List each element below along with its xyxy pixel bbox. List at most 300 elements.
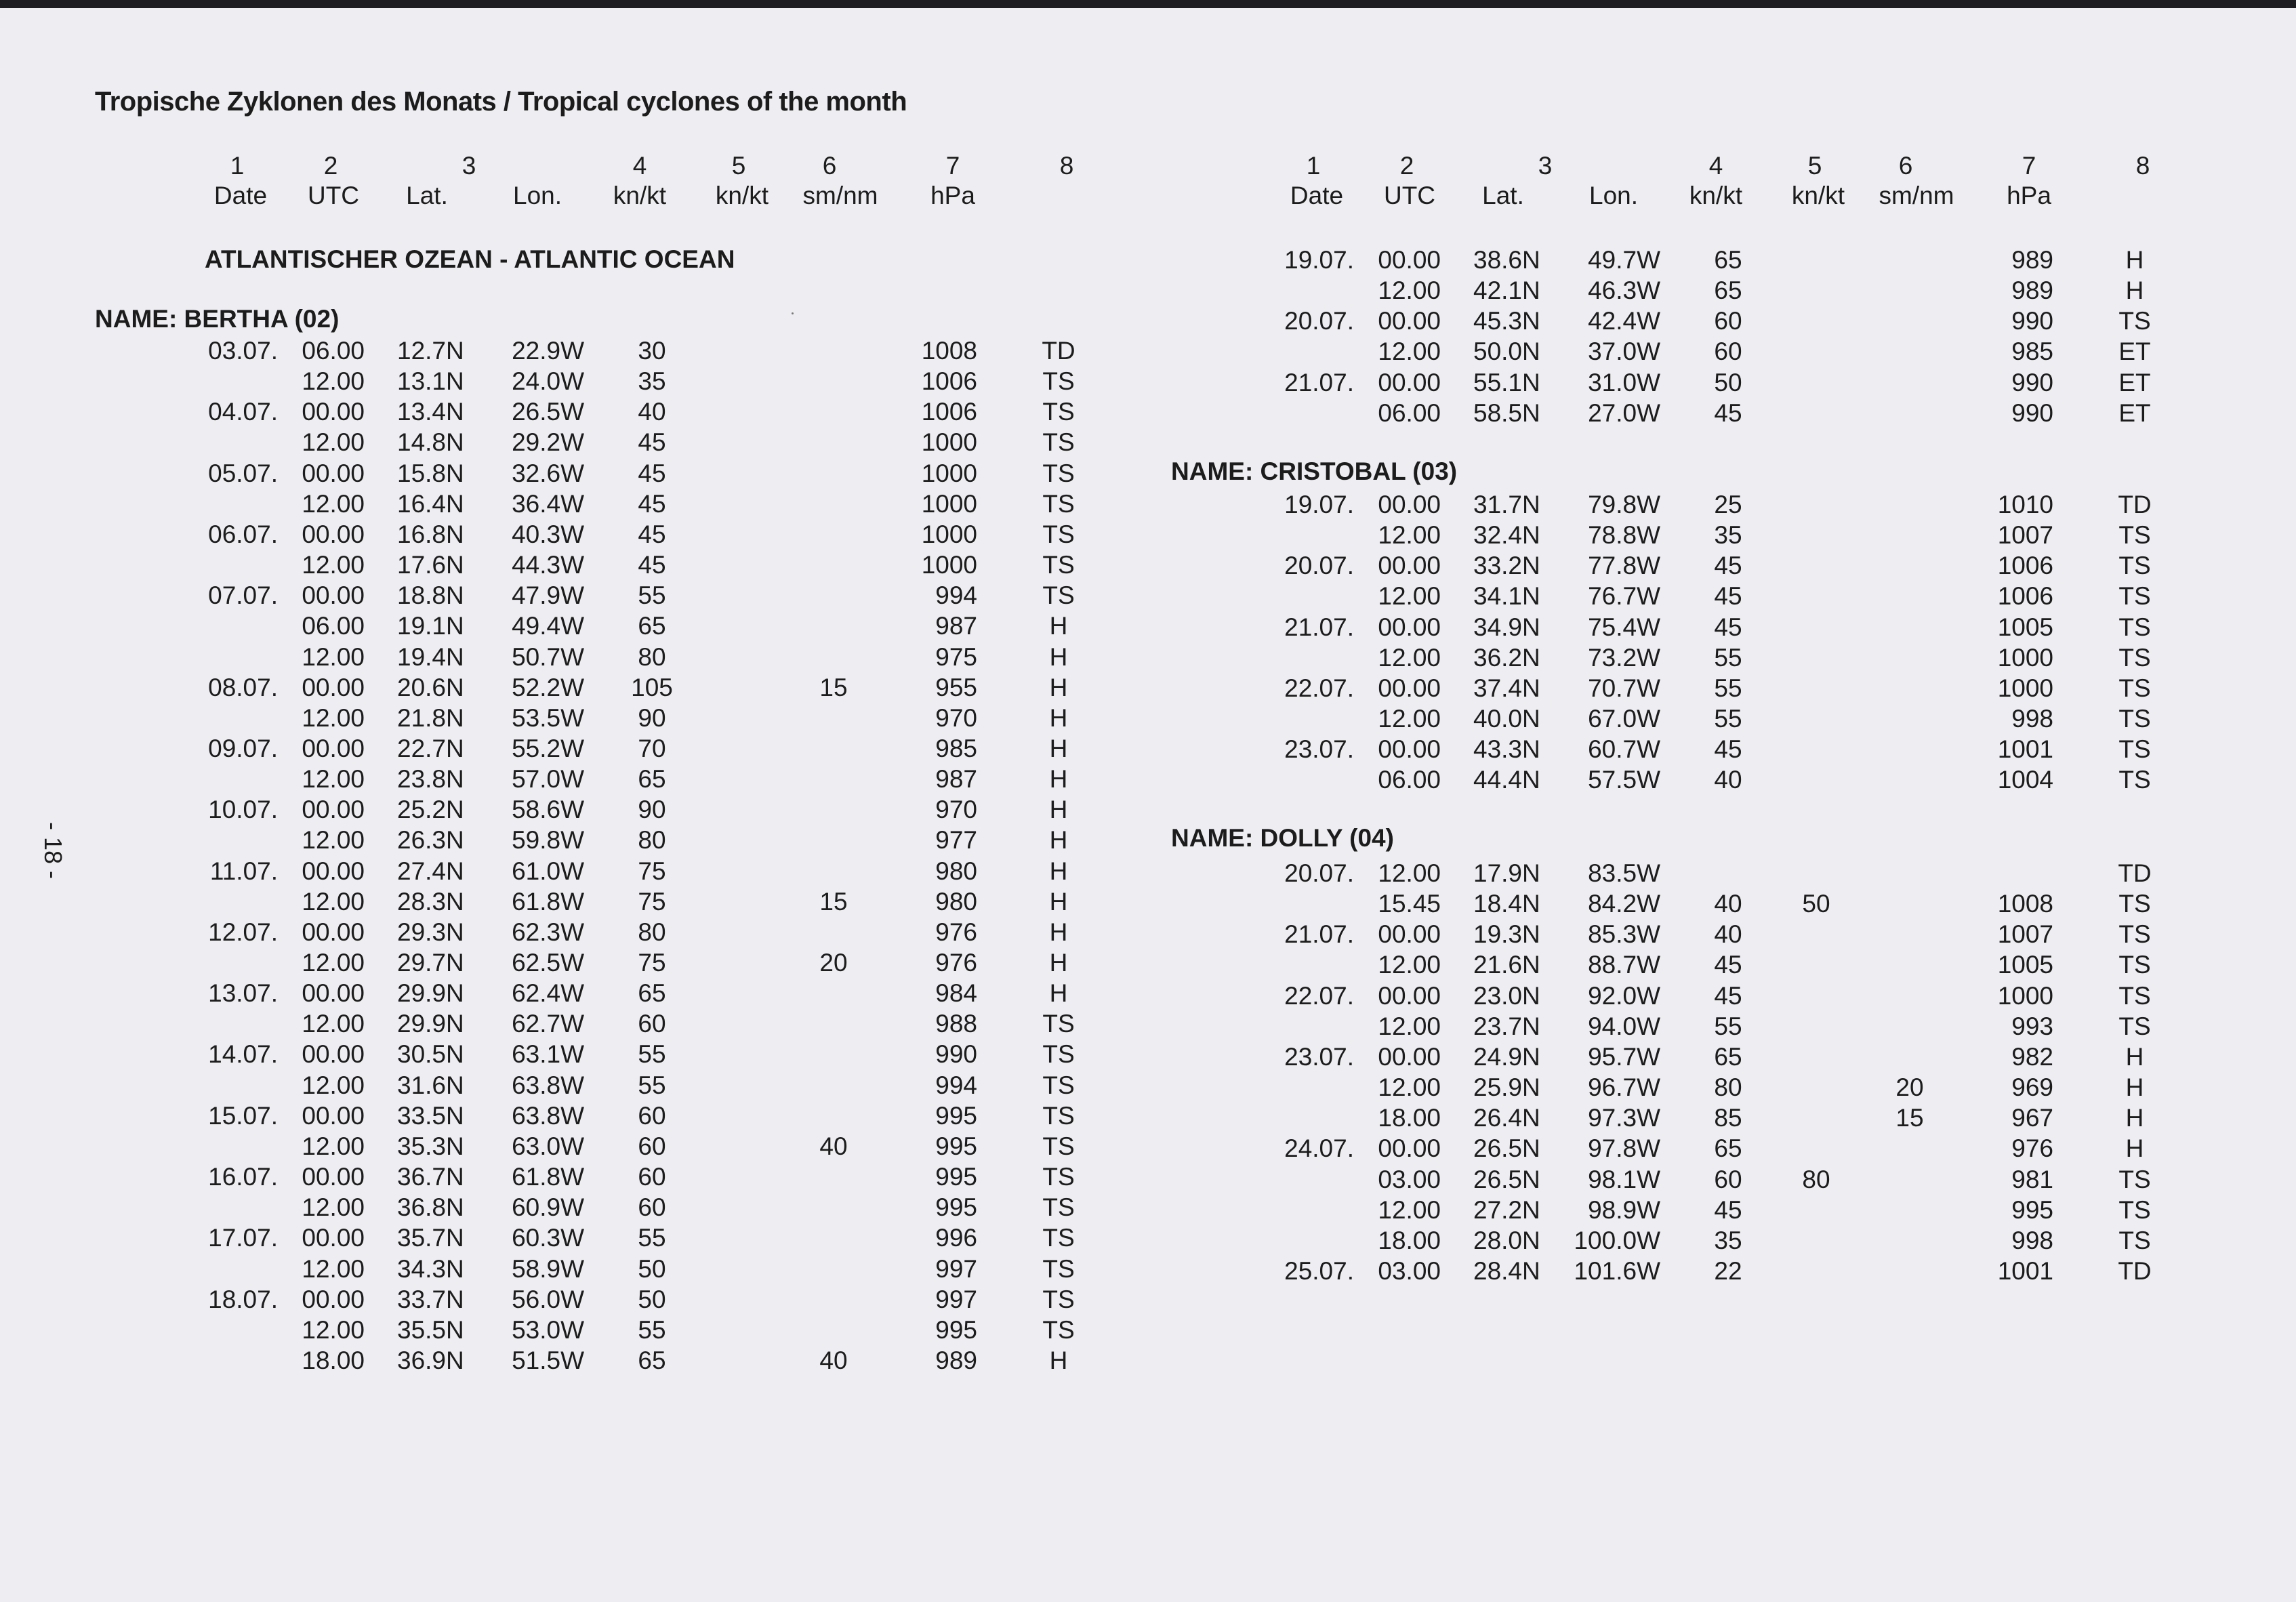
cell-lat: 37.4N xyxy=(1473,674,1540,702)
cell-p: 987 xyxy=(935,765,977,794)
cell-utc: 03.00 xyxy=(1378,1165,1441,1193)
cell-t: TS xyxy=(2118,307,2151,335)
cell-lat: 33.5N xyxy=(397,1101,464,1130)
cell-lat: 31.6N xyxy=(397,1071,464,1099)
cell-lat: 26.4N xyxy=(1473,1104,1540,1132)
table-row xyxy=(0,794,1152,825)
cell-lon: 29.2W xyxy=(512,428,584,457)
cell-p: 984 xyxy=(935,979,977,1008)
cell-w1: 22 xyxy=(1714,1256,1742,1285)
cell-utc: 12.00 xyxy=(1378,705,1441,733)
cell-w1: 45 xyxy=(1714,951,1742,979)
column-number: 8 xyxy=(1059,152,1074,180)
cell-t: TS xyxy=(2118,1165,2151,1193)
table-row xyxy=(0,550,1152,580)
cell-t: TS xyxy=(1042,398,1075,426)
cell-utc: 12.00 xyxy=(302,1315,365,1344)
cell-lon: 88.7W xyxy=(1588,951,1660,979)
cell-w1: 45 xyxy=(638,459,666,487)
cell-p: 995 xyxy=(935,1101,977,1130)
cell-lon: 96.7W xyxy=(1588,1073,1660,1102)
cell-p: 1004 xyxy=(1997,766,2053,794)
table-row xyxy=(1076,1195,2228,1225)
cell-lon: 58.6W xyxy=(512,796,584,824)
cell-p: 985 xyxy=(2011,337,2053,366)
cell-lat: 24.9N xyxy=(1473,1042,1540,1071)
cell-utc: 12.00 xyxy=(302,703,365,732)
cell-w1: 60 xyxy=(638,1101,666,1130)
cell-t: H xyxy=(1049,887,1068,916)
cell-date: 03.07. xyxy=(208,337,278,365)
table-row xyxy=(0,580,1152,611)
table-row xyxy=(1076,581,2228,611)
column-label: kn/kt xyxy=(1791,182,1845,209)
cell-p: 989 xyxy=(935,1346,977,1374)
table-row xyxy=(1076,520,2228,550)
cell-p: 980 xyxy=(935,887,977,916)
cell-p: 1001 xyxy=(1997,1256,2053,1285)
cell-lat: 31.7N xyxy=(1473,491,1540,518)
cell-utc: 00.00 xyxy=(302,734,365,762)
cell-t: TS xyxy=(2118,920,2151,949)
cell-t: TS xyxy=(2118,1012,2151,1040)
cell-w1: 90 xyxy=(638,796,666,824)
cell-lon: 84.2W xyxy=(1588,890,1660,918)
cell-utc: 00.00 xyxy=(302,673,365,701)
cell-utc: 00.00 xyxy=(302,796,365,824)
cell-t: TS xyxy=(1042,1285,1075,1313)
table-row xyxy=(0,672,1152,703)
cell-p: 990 xyxy=(2011,398,2053,427)
column-label: Lon. xyxy=(512,182,562,209)
column-number: 5 xyxy=(731,152,746,180)
cell-p: 976 xyxy=(935,949,977,977)
cell-date: 13.07. xyxy=(208,979,278,1008)
cell-t: H xyxy=(2125,1104,2144,1132)
cell-w1: 55 xyxy=(1714,674,1742,702)
column-number: 3 xyxy=(462,152,476,180)
cell-lon: 100.0W xyxy=(1574,1226,1660,1254)
cell-p: 1007 xyxy=(1997,920,2053,949)
table-row xyxy=(1076,642,2228,673)
cell-lon: 22.9W xyxy=(512,337,584,365)
cell-lon: 50.7W xyxy=(512,642,584,671)
column-label: sm/nm xyxy=(802,182,878,209)
cell-w1: 40 xyxy=(1714,920,1742,949)
cell-lon: 61.0W xyxy=(512,857,584,885)
page-title: Tropische Zyklonen des Monats / Tropical cyclones of the month xyxy=(95,87,907,117)
cell-r: 20 xyxy=(1895,1073,1924,1102)
cell-w1: 45 xyxy=(1714,582,1742,611)
cell-r: 15 xyxy=(819,887,848,916)
cell-lat: 19.1N xyxy=(397,612,464,640)
column-label: Lat. xyxy=(1482,182,1524,209)
cell-t: ET xyxy=(2118,368,2151,396)
table-row xyxy=(0,642,1152,672)
cell-utc: 00.00 xyxy=(1378,674,1441,702)
cell-t: TS xyxy=(2118,981,2151,1010)
cell-w1: 80 xyxy=(1714,1073,1742,1102)
cell-p: 967 xyxy=(2011,1104,2053,1132)
cell-w1: 50 xyxy=(1714,368,1742,396)
cell-utc: 00.00 xyxy=(1378,735,1441,764)
cell-p: 996 xyxy=(935,1224,977,1252)
cell-lon: 49.7W xyxy=(1588,246,1660,274)
cell-t: H xyxy=(1049,979,1068,1008)
cell-lat: 17.9N xyxy=(1473,859,1540,887)
column-number: 1 xyxy=(230,152,245,180)
cell-p: 1007 xyxy=(1997,521,2053,550)
cell-lat: 16.8N xyxy=(397,520,464,548)
cell-t: TS xyxy=(2118,735,2151,764)
cell-utc: 12.00 xyxy=(302,367,365,396)
table-row xyxy=(1076,919,2228,949)
cell-utc: 12.00 xyxy=(302,1010,365,1038)
cell-p: 1001 xyxy=(1997,735,2053,764)
cell-p: 1000 xyxy=(921,551,977,579)
cell-w1: 35 xyxy=(638,367,666,396)
table-row xyxy=(1076,398,2228,428)
cell-utc: 00.00 xyxy=(1378,1134,1441,1163)
cell-date: 16.07. xyxy=(208,1163,278,1191)
table-row xyxy=(1076,1225,2228,1256)
cell-p: 975 xyxy=(935,642,977,671)
cell-t: TS xyxy=(1042,1224,1075,1252)
cell-lon: 63.8W xyxy=(512,1101,584,1130)
cell-p: 969 xyxy=(2011,1073,2053,1102)
cell-t: H xyxy=(1049,1346,1068,1374)
cell-lon: 44.3W xyxy=(512,551,584,579)
cell-lon: 46.3W xyxy=(1588,276,1660,305)
cell-utc: 00.00 xyxy=(1378,920,1441,949)
cell-p: 1000 xyxy=(921,428,977,457)
cell-lat: 58.5N xyxy=(1473,398,1540,427)
cell-p: 995 xyxy=(2011,1195,2053,1224)
cell-lon: 94.0W xyxy=(1588,1012,1660,1040)
cell-w1: 60 xyxy=(638,1132,666,1160)
cell-p: 988 xyxy=(935,1010,977,1038)
cell-lat: 21.6N xyxy=(1473,951,1540,979)
table-row xyxy=(0,1008,1152,1039)
table-row xyxy=(1076,1072,2228,1103)
cell-utc: 00.00 xyxy=(302,1040,365,1069)
cell-utc: 18.00 xyxy=(302,1346,365,1374)
cell-p: 1008 xyxy=(921,337,977,365)
cell-date: 23.07. xyxy=(1284,1042,1354,1071)
cell-t: TD xyxy=(2118,491,2152,518)
cell-w1: 25 xyxy=(1714,491,1742,518)
cell-lon: 101.6W xyxy=(1574,1256,1660,1285)
column-number: 4 xyxy=(1708,152,1723,180)
cell-p: 1006 xyxy=(1997,552,2053,580)
cell-utc: 00.00 xyxy=(302,1224,365,1252)
cell-utc: 00.00 xyxy=(302,1285,365,1313)
column-number: 7 xyxy=(945,152,960,180)
cell-w1: 80 xyxy=(638,642,666,671)
column-label: Lat. xyxy=(406,182,448,209)
table-row xyxy=(0,1131,1152,1162)
column-label: UTC xyxy=(307,182,360,209)
cell-w1: 60 xyxy=(1714,1165,1742,1193)
table-row xyxy=(0,1254,1152,1284)
cell-w1: 45 xyxy=(638,520,666,548)
cell-lon: 37.0W xyxy=(1588,337,1660,366)
cell-lon: 36.4W xyxy=(512,489,584,518)
cell-lon: 53.5W xyxy=(512,703,584,732)
cell-utc: 00.00 xyxy=(302,857,365,885)
table-row xyxy=(1076,550,2228,581)
storm-name: NAME: BERTHA (02) xyxy=(95,305,340,333)
table-row xyxy=(0,1101,1152,1131)
cell-r: 20 xyxy=(819,949,848,977)
cell-w1: 45 xyxy=(1714,398,1742,427)
cell-p: 998 xyxy=(2011,1226,2053,1254)
cell-t: TS xyxy=(1042,1315,1075,1344)
cell-p: 1000 xyxy=(1997,981,2053,1010)
cell-w1: 65 xyxy=(1714,246,1742,274)
cell-w1: 60 xyxy=(638,1010,666,1038)
cell-w1: 65 xyxy=(1714,276,1742,305)
cell-t: H xyxy=(2125,1073,2144,1102)
cell-t: TS xyxy=(2118,1195,2151,1224)
cell-utc: 00.00 xyxy=(302,918,365,946)
cell-w1: 50 xyxy=(638,1285,666,1313)
column-number: 2 xyxy=(323,152,338,180)
cell-lon: 62.7W xyxy=(512,1010,584,1038)
cell-date: 09.07. xyxy=(208,734,278,762)
cell-lon: 70.7W xyxy=(1588,674,1660,702)
cell-t: H xyxy=(1049,857,1068,885)
cell-lat: 43.3N xyxy=(1473,735,1540,764)
cell-lon: 77.8W xyxy=(1588,552,1660,580)
cell-utc: 12.00 xyxy=(302,1193,365,1222)
cell-lon: 57.5W xyxy=(1588,766,1660,794)
cell-lat: 20.6N xyxy=(397,673,464,701)
table-row xyxy=(0,396,1152,427)
cell-w1: 55 xyxy=(1714,705,1742,733)
cell-date: 22.07. xyxy=(1284,981,1354,1010)
cell-utc: 00.00 xyxy=(302,979,365,1008)
cell-t: TS xyxy=(2118,643,2151,672)
cell-t: TS xyxy=(1042,459,1075,487)
cell-p: 1000 xyxy=(1997,643,2053,672)
column-number: 6 xyxy=(822,152,837,180)
cell-lat: 40.0N xyxy=(1473,705,1540,733)
table-row xyxy=(0,1315,1152,1345)
cell-lon: 60.3W xyxy=(512,1224,584,1252)
cell-utc: 12.00 xyxy=(302,551,365,579)
column-label: Date xyxy=(213,182,268,209)
table-row xyxy=(1076,489,2228,520)
cell-lon: 58.9W xyxy=(512,1254,584,1283)
cell-utc: 12.00 xyxy=(302,428,365,457)
cell-p: 990 xyxy=(935,1040,977,1069)
table-row xyxy=(0,856,1152,886)
cell-lon: 56.0W xyxy=(512,1285,584,1313)
cell-w1: 80 xyxy=(638,918,666,946)
cell-lon: 79.8W xyxy=(1588,491,1660,518)
cell-t: TS xyxy=(1042,1040,1075,1069)
cell-t: TS xyxy=(1042,1071,1075,1099)
cell-t: ET xyxy=(2118,398,2151,427)
cell-p: 955 xyxy=(935,673,977,701)
cell-lat: 34.1N xyxy=(1473,582,1540,611)
table-row xyxy=(0,611,1152,641)
cell-w1: 55 xyxy=(638,1315,666,1344)
cell-t: H xyxy=(2125,1134,2144,1163)
cell-w1: 55 xyxy=(1714,643,1742,672)
cell-lon: 63.8W xyxy=(512,1071,584,1099)
cell-utc: 12.00 xyxy=(1378,276,1441,305)
cell-p: 1005 xyxy=(1997,951,2053,979)
cell-lat: 16.4N xyxy=(397,489,464,518)
table-row xyxy=(0,978,1152,1008)
table-row xyxy=(1076,1164,2228,1195)
cell-utc: 12.00 xyxy=(1378,1012,1441,1040)
cell-date: 07.07. xyxy=(208,581,278,610)
cell-date: 20.07. xyxy=(1284,859,1354,887)
cell-w2: 80 xyxy=(1802,1165,1830,1193)
cell-t: H xyxy=(1049,734,1068,762)
cell-p: 976 xyxy=(935,918,977,946)
cell-p: 1006 xyxy=(1997,582,2053,611)
cell-lat: 34.3N xyxy=(397,1254,464,1283)
cell-utc: 06.00 xyxy=(1378,398,1441,427)
table-row xyxy=(1076,1011,2228,1042)
cell-t: TS xyxy=(2118,890,2151,918)
cell-lon: 26.5W xyxy=(512,398,584,426)
cell-w1: 30 xyxy=(638,337,666,365)
cell-p: 989 xyxy=(2011,246,2053,274)
cell-r: 15 xyxy=(819,673,848,701)
cell-utc: 00.00 xyxy=(1378,981,1441,1010)
table-row xyxy=(0,947,1152,978)
cell-lat: 36.8N xyxy=(397,1193,464,1222)
cell-lat: 38.6N xyxy=(1473,246,1540,274)
cell-utc: 12.00 xyxy=(302,1071,365,1099)
cell-lat: 36.9N xyxy=(397,1346,464,1374)
cell-lat: 29.3N xyxy=(397,918,464,946)
table-row xyxy=(1076,1042,2228,1072)
cell-lon: 40.3W xyxy=(512,520,584,548)
cell-p: 1005 xyxy=(1997,613,2053,641)
cell-utc: 12.00 xyxy=(302,642,365,671)
cell-lon: 59.8W xyxy=(512,826,584,855)
cell-w1: 75 xyxy=(638,887,666,916)
cell-utc: 12.00 xyxy=(302,826,365,855)
cell-w1: 90 xyxy=(638,703,666,732)
cell-date: 17.07. xyxy=(208,1224,278,1252)
cell-r: 40 xyxy=(819,1346,848,1374)
cell-lat: 29.7N xyxy=(397,949,464,977)
cell-date: 19.07. xyxy=(1284,491,1354,518)
table-row xyxy=(1076,888,2228,919)
cell-t: TS xyxy=(2118,705,2151,733)
table-row xyxy=(0,458,1152,489)
table-row xyxy=(1076,673,2228,703)
cell-p: 995 xyxy=(935,1193,977,1222)
cell-lon: 60.7W xyxy=(1588,735,1660,764)
cell-w1: 55 xyxy=(638,1071,666,1099)
cell-lat: 55.1N xyxy=(1473,368,1540,396)
cell-t: TS xyxy=(2118,552,2151,580)
cell-date: 21.07. xyxy=(1284,368,1354,396)
cell-lat: 29.9N xyxy=(397,979,464,1008)
cell-utc: 00.00 xyxy=(302,520,365,548)
cell-w1: 65 xyxy=(638,1346,666,1374)
cell-p: 990 xyxy=(2011,307,2053,335)
cell-lat: 28.4N xyxy=(1473,1256,1540,1285)
cell-p: 989 xyxy=(2011,276,2053,305)
cell-date: 06.07. xyxy=(208,520,278,548)
cell-lat: 30.5N xyxy=(397,1040,464,1069)
cell-date: 11.07. xyxy=(209,857,278,885)
cell-lat: 28.3N xyxy=(397,887,464,916)
cell-lat: 44.4N xyxy=(1473,766,1540,794)
cell-p: 987 xyxy=(935,612,977,640)
cell-lon: 63.1W xyxy=(512,1040,584,1069)
table-row xyxy=(1076,1103,2228,1133)
cell-utc: 00.00 xyxy=(302,1101,365,1130)
cell-lon: 67.0W xyxy=(1588,705,1660,733)
table-row xyxy=(0,1284,1152,1315)
table-row xyxy=(1076,981,2228,1011)
cell-t: TS xyxy=(1042,428,1075,457)
table-row xyxy=(0,825,1152,855)
cell-lon: 57.0W xyxy=(512,765,584,794)
cell-w1: 75 xyxy=(638,949,666,977)
cell-lon: 85.3W xyxy=(1588,920,1660,949)
cell-t: TS xyxy=(2118,582,2151,611)
cell-lat: 19.4N xyxy=(397,642,464,671)
cell-w1: 55 xyxy=(638,1224,666,1252)
cell-p: 977 xyxy=(935,826,977,855)
cell-w1: 60 xyxy=(1714,307,1742,335)
cell-utc: 12.00 xyxy=(302,949,365,977)
column-label: sm/nm xyxy=(1879,182,1954,209)
column-number: 3 xyxy=(1538,152,1553,180)
column-label: kn/kt xyxy=(1689,182,1743,209)
cell-date: 10.07. xyxy=(208,796,278,824)
cell-lat: 23.8N xyxy=(397,765,464,794)
table-row xyxy=(0,1039,1152,1069)
cell-t: TS xyxy=(1042,1010,1075,1038)
cell-lat: 36.2N xyxy=(1473,643,1540,672)
cell-utc: 12.00 xyxy=(302,887,365,916)
cell-lon: 42.4W xyxy=(1588,307,1660,335)
cell-lon: 97.8W xyxy=(1588,1134,1660,1163)
cell-utc: 00.00 xyxy=(1378,307,1441,335)
cell-w1: 65 xyxy=(638,765,666,794)
cell-p: 995 xyxy=(935,1132,977,1160)
cell-utc: 06.00 xyxy=(302,612,365,640)
cell-w1: 75 xyxy=(638,857,666,885)
cell-lat: 13.1N xyxy=(397,367,464,396)
cell-lon: 62.5W xyxy=(512,949,584,977)
column-label: kn/kt xyxy=(715,182,769,209)
table-row xyxy=(1076,275,2228,306)
top-edge-bar xyxy=(0,0,2296,8)
cell-p: 981 xyxy=(2011,1165,2053,1193)
column-label: hPa xyxy=(2007,182,2051,209)
cell-lon: 61.8W xyxy=(512,887,584,916)
cell-w1: 105 xyxy=(631,673,673,701)
cell-lon: 24.0W xyxy=(512,367,584,396)
cell-t: TS xyxy=(1042,1193,1075,1222)
column-number: 1 xyxy=(1306,152,1321,180)
cell-date: 05.07. xyxy=(208,459,278,487)
cell-t: TS xyxy=(1042,581,1075,610)
